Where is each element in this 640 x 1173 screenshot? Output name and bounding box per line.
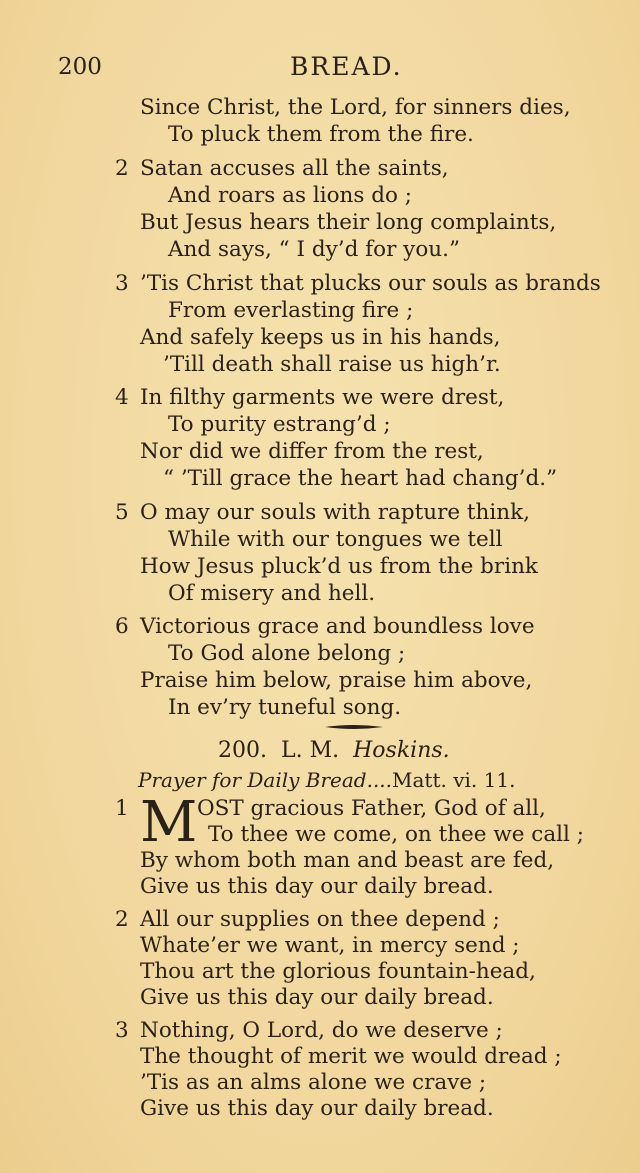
verse-line: While with our tongues we tell — [168, 527, 503, 552]
verse-number: 1 — [115, 796, 129, 821]
verse-line: Give us this day our daily bread. — [140, 1096, 494, 1121]
verse-line: And safely keeps us in his hands, — [140, 325, 501, 350]
verse-line: Victorious grace and boundless love — [140, 614, 535, 639]
verse-number: 6 — [115, 614, 129, 639]
verse-line: All our supplies on thee depend ; — [140, 907, 500, 932]
verse-number: 3 — [115, 1018, 129, 1043]
verse-line: Whate’er we want, in mercy send ; — [140, 933, 520, 958]
verse-line: ’Tis as an alms alone we crave ; — [140, 1070, 487, 1095]
verse-line: Nothing, O Lord, do we deserve ; — [140, 1018, 503, 1043]
hymn-heading — [218, 738, 450, 763]
verse-line: Thou art the glorious fountain-head, — [140, 959, 536, 984]
verse-line: To purity estrang’d ; — [168, 412, 391, 437]
verse-line: To God alone belong ; — [168, 641, 406, 666]
drop-cap: M — [140, 790, 198, 855]
verse-line: ’Till death shall raise us high’r. — [163, 352, 501, 377]
verse-line: O may our souls with rapture think, — [140, 500, 530, 525]
verse-line: Give us this day our daily bread. — [140, 985, 494, 1010]
verse-line: From everlasting fire ; — [168, 298, 414, 323]
verse-number: 3 — [115, 271, 129, 296]
verse-line: The thought of merit we would dread ; — [140, 1044, 562, 1069]
verse-line: By whom both man and beast are fed, — [140, 848, 555, 873]
hymn-number: 200. — [218, 738, 267, 763]
hymn-meter: L. M. — [280, 738, 340, 763]
running-head: BREAD. — [290, 52, 403, 81]
page-header — [0, 50, 640, 84]
verse-line: Nor did we differ from the rest, — [140, 439, 484, 464]
verse-line: But Jesus hears their long complaints, — [140, 210, 557, 235]
verse-line: In filthy garments we were drest, — [140, 385, 505, 410]
verse-number: 2 — [115, 907, 129, 932]
verse-line: And roars as lions do ; — [168, 183, 413, 208]
verse-line: Give us this day our daily bread. — [140, 874, 494, 899]
continuation-line: To pluck them from the fire. — [168, 122, 474, 147]
verse-number: 4 — [115, 385, 129, 410]
verse-line: ’Tis Christ that plucks our souls as brands — [140, 271, 601, 296]
verse-number: 5 — [115, 500, 129, 525]
verse-line: Of misery and hell. — [168, 581, 376, 606]
verse-line: How Jesus pluck’d us from the brink — [140, 554, 538, 579]
page-number: 200 — [58, 54, 102, 80]
verse-number: 2 — [115, 156, 129, 181]
scripture-reference: Matt. vi. 11. — [392, 768, 516, 792]
verse-line: Satan accuses all the saints, — [140, 156, 449, 181]
hymn-tune: Hoskins. — [353, 738, 450, 763]
verse-line: To thee we come, on thee we call ; — [208, 822, 584, 847]
verse-line: Praise him below, praise him above, — [140, 668, 533, 693]
ornament-divider — [325, 724, 383, 730]
verse-line: And says, “ I dy’d for you.” — [168, 237, 460, 262]
verse-line: “ ’Till grace the heart had chang’d.” — [163, 466, 558, 491]
hymn-subtitle — [138, 768, 515, 792]
verse-line: In ev’ry tuneful song. — [168, 695, 402, 720]
subtitle-title: Prayer for Daily Bread.... — [138, 768, 393, 792]
continuation-line: Since Christ, the Lord, for sinners dies, — [140, 95, 571, 120]
verse-line: OST gracious Father, God of all, — [197, 796, 546, 821]
